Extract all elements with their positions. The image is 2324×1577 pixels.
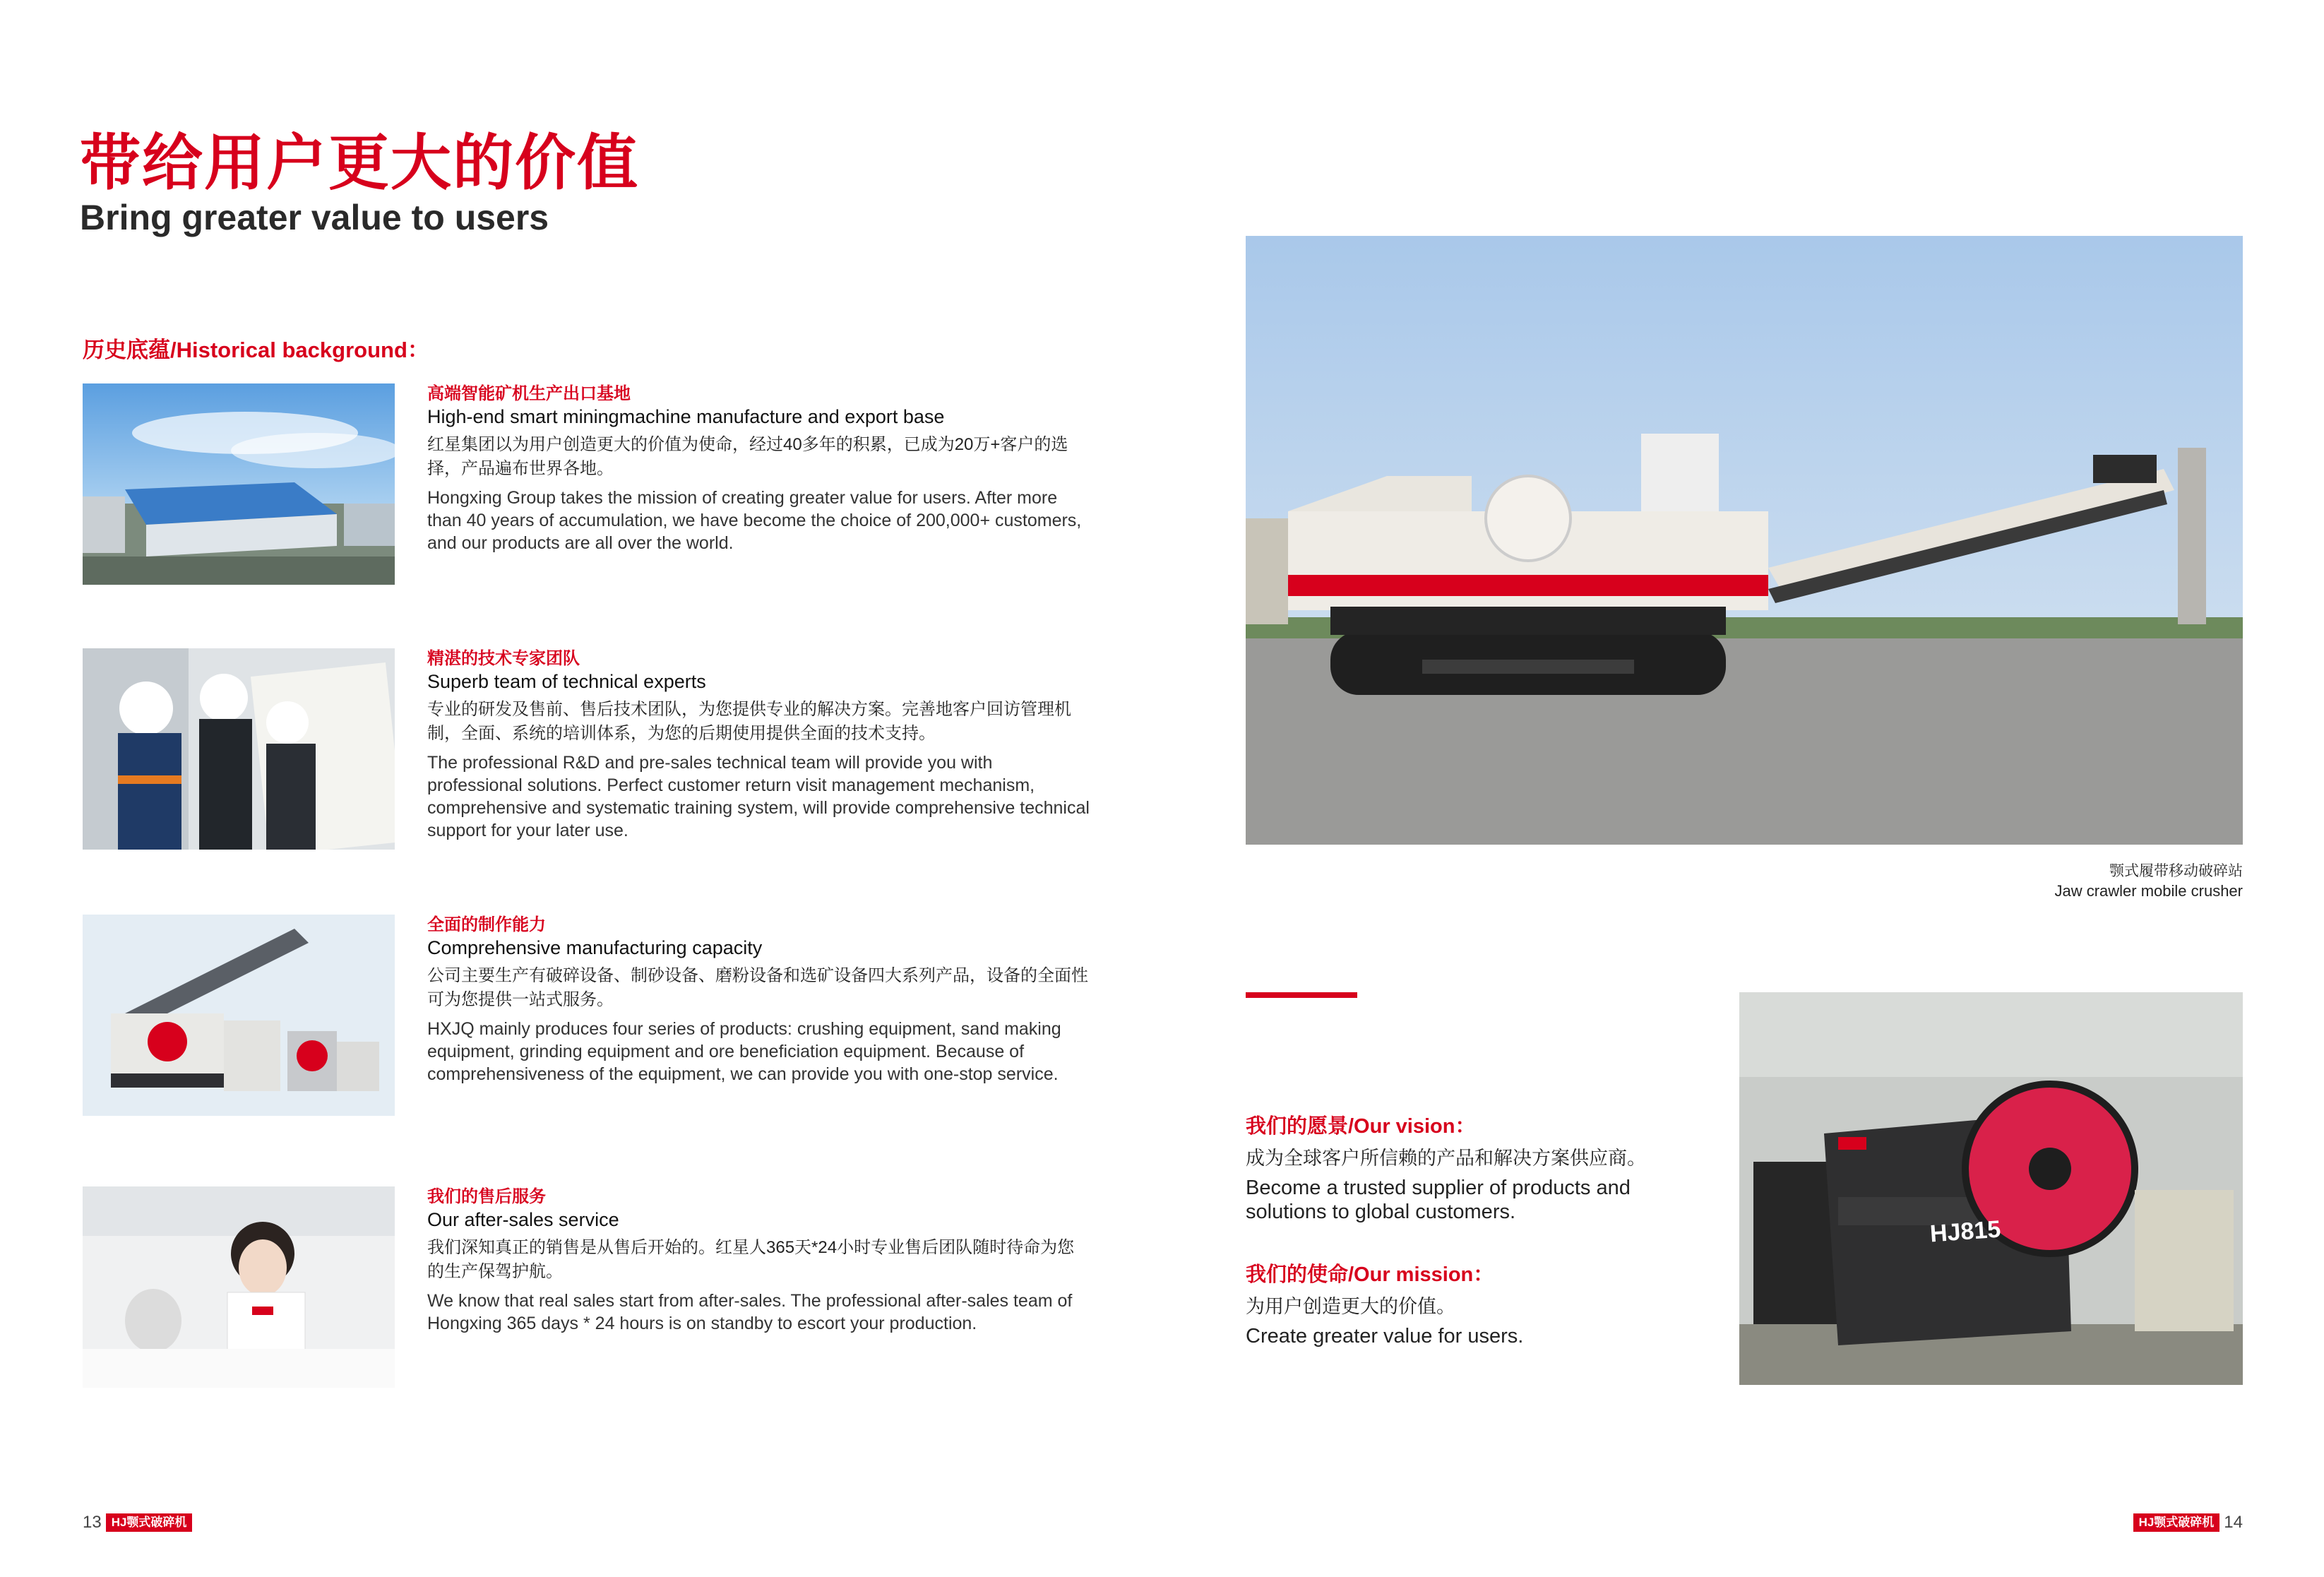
- block-export-base: [427, 383, 1091, 554]
- footer-badge-right: HJ颚式破碎机: [2133, 1513, 2220, 1532]
- block-title-en: High-end smart miningmachine manufacture and export base: [427, 406, 945, 427]
- block-manufacturing: [427, 915, 1091, 1085]
- block-body-cn: 我们深知真正的销售是从售后开始的。红星人365天*24小时专业售后团队随时待命为您的生产保驾护航。: [427, 1238, 1075, 1281]
- block-body-cn: 红星集团以为用户创造更大的价值为使命，经过40多年的积累，已成为20万+客户的选择，产品遍布世界各地。: [427, 435, 1068, 478]
- block-title-cn: 全面的制作能力: [427, 915, 546, 934]
- block-body-en: HXJQ mainly produces four series of products: crushing equipment, sand making equipment, grinding equipment and ore beneficiation equipment. Because of comprehensiveness of the equipment, we can provide you with one-stop service.: [427, 1019, 1061, 1084]
- block-title-cn: 我们的售后服务: [427, 1187, 546, 1206]
- block-title-en: Superb team of technical experts: [427, 671, 706, 692]
- block-body-cn: 专业的研发及售前、售后技术团队，为您提供专业的解决方案。完善地客户回访管理机制，全面、系统的培训体系，为您的后期使用提供全面的技术支持。: [427, 700, 1071, 743]
- footer-right: [2133, 1513, 2243, 1532]
- crusher-model-label: HJ815: [1929, 1215, 2002, 1248]
- section-heading-history: 历史底蕴/Historical background：: [83, 338, 429, 362]
- mission-text-en: Create greater value for users.: [1246, 1325, 1524, 1347]
- technical-team-photo: [83, 648, 395, 850]
- vision-section: [1246, 1112, 1684, 1224]
- photo-caption: [2054, 862, 2243, 901]
- accent-divider: [1246, 992, 1357, 998]
- equipment-lineup-photo: [83, 915, 395, 1116]
- block-body-en: We know that real sales start from after-sales. The professional after-sales team of Hongxing 365 days * 24 hours is on standby to escort your production.: [427, 1291, 1073, 1333]
- jaw-crusher-photo: [1739, 992, 2243, 1385]
- block-title-en: Our after-sales service: [427, 1209, 619, 1230]
- page-number-left: 13: [83, 1513, 102, 1532]
- vision-text-en: Become a trusted supplier of products and solutions to global customers.: [1246, 1177, 1631, 1223]
- block-body-en: The professional R&D and pre-sales technical team will provide you with professional solutions. Perfect customer return visit management mechanism, comprehensive and systematic training system, will provide comprehensive technical support for your later use.: [427, 753, 1090, 840]
- footer-badge-left: HJ颚式破碎机: [106, 1513, 193, 1532]
- page-number-right: 14: [2224, 1513, 2243, 1532]
- page-title-en: Bring greater value to users: [80, 198, 549, 237]
- footer-left: [83, 1513, 192, 1532]
- block-body-en: Hongxing Group takes the mission of creating greater value for users. After more than 40 years of accumulation, we have become the choice of 200,000+ customers, and our products are all over the world.: [427, 488, 1082, 553]
- vision-heading: 我们的愿景/Our vision：: [1246, 1115, 1476, 1138]
- mission-section: [1246, 1261, 1684, 1348]
- mission-heading: 我们的使命/Our mission：: [1246, 1263, 1494, 1286]
- block-technical-team: [427, 648, 1091, 842]
- block-title-en: Comprehensive manufacturing capacity: [427, 937, 763, 958]
- mission-text-cn: 为用户创造更大的价值。: [1246, 1296, 1455, 1317]
- factory-photo: [83, 383, 395, 585]
- vision-text-cn: 成为全球客户所信赖的产品和解决方案供应商。: [1246, 1148, 1646, 1169]
- block-title-cn: 高端智能矿机生产出口基地: [427, 384, 631, 403]
- block-title-cn: 精湛的技术专家团队: [427, 649, 580, 668]
- caption-cn: 颚式履带移动破碎站: [2109, 863, 2243, 879]
- after-sales-photo: [83, 1186, 395, 1388]
- jaw-crawler-photo: [1246, 236, 2243, 845]
- page-title-cn: 带给用户更大的价值: [80, 129, 639, 197]
- block-after-sales: [427, 1186, 1091, 1335]
- block-body-cn: 公司主要生产有破碎设备、制砂设备、磨粉设备和选矿设备四大系列产品，设备的全面性可为您提供一站式服务。: [427, 966, 1088, 1009]
- caption-en: Jaw crawler mobile crusher: [2054, 882, 2243, 900]
